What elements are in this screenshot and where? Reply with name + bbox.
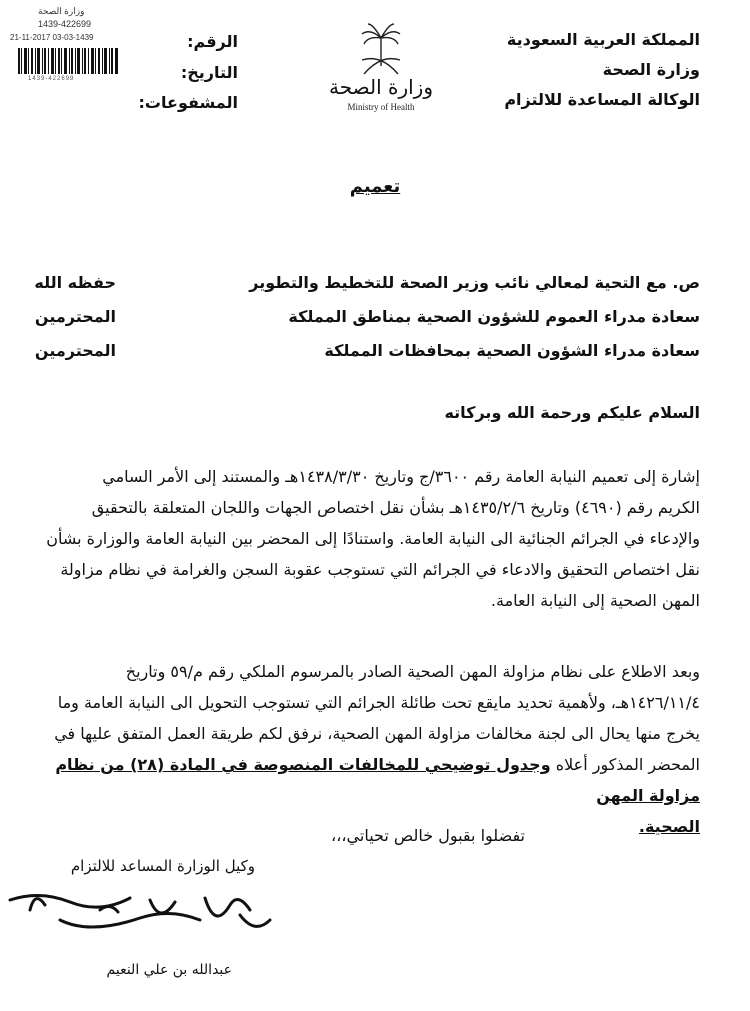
paragraph-2-line: ١٤٢٦/١١/٤هـ، ولأهمية تحديد مايقع تحت طائلة الجرائم التي تستوجب التحويل الى النيابة العامة وما xyxy=(57,693,700,712)
date-label: التاريخ: xyxy=(180,63,238,82)
attachment-reference-end: الصحية. xyxy=(638,817,700,836)
paragraph-1-line: نقل اختصاص التحقيق والادعاء في الجرائم التي تستوجب عقوبة السجن والغرامة في نظام مزاولة xyxy=(60,560,700,579)
paragraph-1 xyxy=(40,461,700,616)
paragraph-2-line: وبعد الاطلاع على نظام مزاولة المهن الصحية الصادر بالمرسوم الملكي رقم م/٥٩ وتاريخ xyxy=(125,662,700,681)
paragraph-1-line: إشارة إلى تعميم النيابة العامة رقم ٣٦٠٠/ج وتاريخ ١٤٣٨/٣/٣٠هـ والمستند إلى الأمر السامي xyxy=(102,467,700,486)
paragraph-1-line: الكريم رقم (٤٦٩٠) وتاريخ ١٤٣٥/٢/٦هـ بشأن نقل اختصاص الجهات واللجان المتعلقة بالتحقيق xyxy=(91,498,700,517)
addressee-honorific-3: المحترمين xyxy=(34,341,116,360)
closing: تفضلوا بقبول خالص تحياتي،،، xyxy=(331,826,525,845)
signatory-title: وكيل الوزارة المساعد للالتزام xyxy=(70,857,255,875)
paragraph-1-line: المهن الصحية إلى النيابة العامة. xyxy=(490,591,700,610)
paragraph-2-line xyxy=(40,749,700,811)
paragraph-2-line: يخرج منها يحال الى لجنة مخالفات مزاولة المهن الصحية، نرفق لكم طريقة العمل المتفق عليها في xyxy=(54,724,700,743)
addressee-line-2: سعادة مدراء العموم للشؤون الصحية بمناطق المملكة xyxy=(288,307,700,326)
greeting: السلام عليكم ورحمة الله وبركاته xyxy=(444,403,700,422)
document-title: تعميم xyxy=(349,176,401,197)
handwritten-signature-icon xyxy=(0,880,280,955)
logo-arabic-text: وزارة الصحة xyxy=(329,75,433,99)
paragraph-2 xyxy=(40,656,700,842)
addressee-line-3: سعادة مدراء الشؤون الصحية بمحافظات المملكة xyxy=(324,341,700,360)
stamp-ministry: وزارة الصحة xyxy=(38,6,85,16)
addressee-honorific-1: حفظه الله xyxy=(34,273,116,292)
ministry-name: وزارة الصحة xyxy=(602,60,700,79)
addressee-honorific-2: المحترمين xyxy=(34,307,116,326)
stamp-number: 1439-422699 xyxy=(38,19,92,29)
attachments-label: المشفوعات: xyxy=(138,93,238,112)
agency-name: الوكالة المساعدة للالتزام xyxy=(504,90,700,109)
number-label: الرقم: xyxy=(187,32,238,51)
signatory-name: عبدالله بن علي النعيم xyxy=(106,962,232,978)
barcode-icon xyxy=(18,48,118,74)
addressee-line-1: ص. مع التحية لمعالي نائب وزير الصحة للتخطيط والتطوير xyxy=(249,273,700,292)
paragraph-2-plain-text: المحضر المذكور أعلاه xyxy=(550,755,700,774)
barcode-number: 1439-422699 xyxy=(28,76,75,82)
logo-english-text: Ministry of Health xyxy=(347,102,415,112)
kingdom-name: المملكة العربية السعودية xyxy=(506,30,700,49)
attachment-reference: وجدول توضيحي للمخالفات المنصوصة في المادة (٢٨) من نظام مزاولة المهن xyxy=(55,755,700,805)
paragraph-1-line: والإدعاء في الجرائم الجنائية الى النيابة العامة. واستنادًا إلى المحضر بين النيابة العامة والوزارة بشأن xyxy=(46,529,700,548)
stamp-dates: 21-11-2017 03-03-1439 xyxy=(10,33,94,42)
